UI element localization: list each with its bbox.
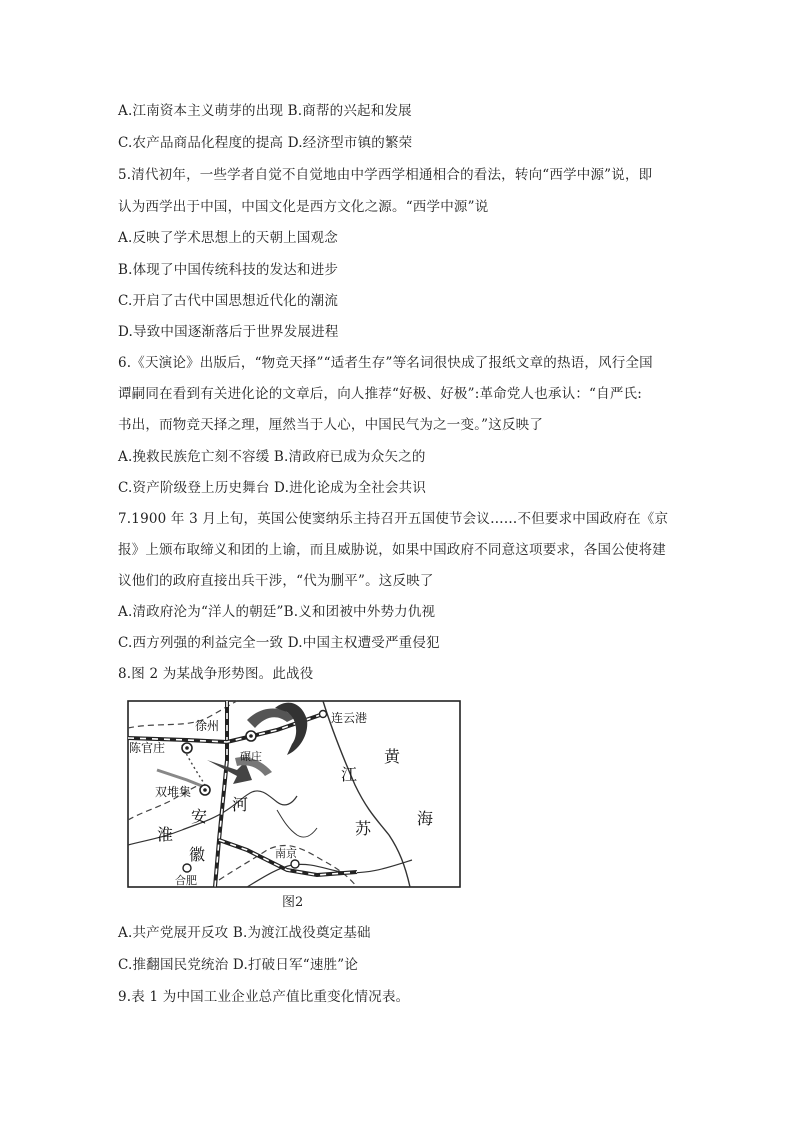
question-9-line: 9.表 1 为中国工业企业总产值比重变化情况表。 xyxy=(118,989,410,1005)
label-su: 苏 xyxy=(355,819,372,838)
option-6cd: C.资产阶级登上历史舞台 D.进化论成为全社会共识 xyxy=(118,480,427,496)
question-5-line-1: 5.清代初年，一些学者自觉不自觉地由中学西学相通相合的看法，转向“西学中源”说，即 xyxy=(118,167,653,183)
question-7-line-2: 报》上颁布取缔义和团的上谕，而且威胁说，如果中国政府不同意这项要求，各国公使将建 xyxy=(118,542,666,558)
question-8-line: 8.图 2 为某战争形势图。此战役 xyxy=(118,666,314,682)
option-7ab: A.清政府沦为“洋人的朝廷”B.义和团被中外势力仇视 xyxy=(118,604,436,620)
label-an: 安 xyxy=(191,807,208,826)
label-hai: 海 xyxy=(417,809,434,828)
option-8ab: A.共产党展开反攻 B.为渡江战役奠定基础 xyxy=(118,925,371,941)
label-shuangduiji: 双堆集 xyxy=(155,785,192,799)
label-huang: 黄 xyxy=(384,747,401,766)
option-7cd: C.西方列强的利益完全一致 D.中国主权遭受严重侵犯 xyxy=(118,635,440,651)
option-line-4ab: A.江南资本主义萌芽的出现 B.商帮的兴起和发展 xyxy=(118,103,412,119)
label-hui: 徽 xyxy=(189,845,206,864)
question-5-line-2: 认为西学出于中国，中国文化是西方文化之源。“西学中源”说 xyxy=(118,199,489,215)
label-nanjing: 南京 xyxy=(275,847,297,860)
city-marker-hefei xyxy=(183,864,191,872)
label-xuzhou: 徐州 xyxy=(195,719,220,733)
label-he: 河 xyxy=(232,795,249,814)
option-5d: D.导致中国逐渐落后于世界发展进程 xyxy=(118,324,339,340)
label-nianzhuang: 碾庄 xyxy=(240,750,262,763)
option-5a: A.反映了学术思想上的天朝上国观念 xyxy=(118,230,338,246)
question-6-line-3: 书出，而物竞天择之理，厘然当于人心，中国民气为之一变。”这反映了 xyxy=(118,417,544,433)
question-6-line-2: 谭嗣同在看到有关进化论的文章后，向人推荐“好极、好极”:革命党人也承认：“自严氏: xyxy=(118,386,643,402)
label-huai: 淮 xyxy=(157,825,174,844)
option-5b: B.体现了中国传统科技的发达和进步 xyxy=(118,262,339,278)
question-7-line-3: 议他们的政府直接出兵干涉，“代为删平”。这反映了 xyxy=(118,573,434,589)
option-line-4cd: C.农产品商品化程度的提高 D.经济型市镇的繁荣 xyxy=(118,135,413,151)
option-8cd: C.推翻国民党统治 D.打破日军“速胜”论 xyxy=(118,957,359,973)
label-jiang: 江 xyxy=(341,765,358,784)
battle-map xyxy=(127,700,461,890)
question-6-line-1: 6.《天演论》出版后，“物竞天择”“适者生存”等名词很快成了报纸文章的热语，风行全国 xyxy=(118,355,653,371)
city-marker-nanjing xyxy=(291,860,299,868)
label-hefei: 合肥 xyxy=(175,874,197,887)
option-6ab: A.挽救民族危亡刻不容缓 B.清政府已成为众矢之的 xyxy=(118,449,426,465)
label-lianyungang: 连云港 xyxy=(331,711,368,725)
option-5c: C.开启了古代中国思想近代化的潮流 xyxy=(118,293,339,309)
label-chenguanzhuang: 陈官庄 xyxy=(129,741,166,755)
figure-caption: 图2 xyxy=(282,895,304,910)
question-7-line-1: 7.1900 年 3 月上旬，英国公使窦纳乐主持召开五国使节会议……不但要求中国政府在《京 xyxy=(118,511,669,527)
city-marker-lianyungang xyxy=(320,711,327,718)
